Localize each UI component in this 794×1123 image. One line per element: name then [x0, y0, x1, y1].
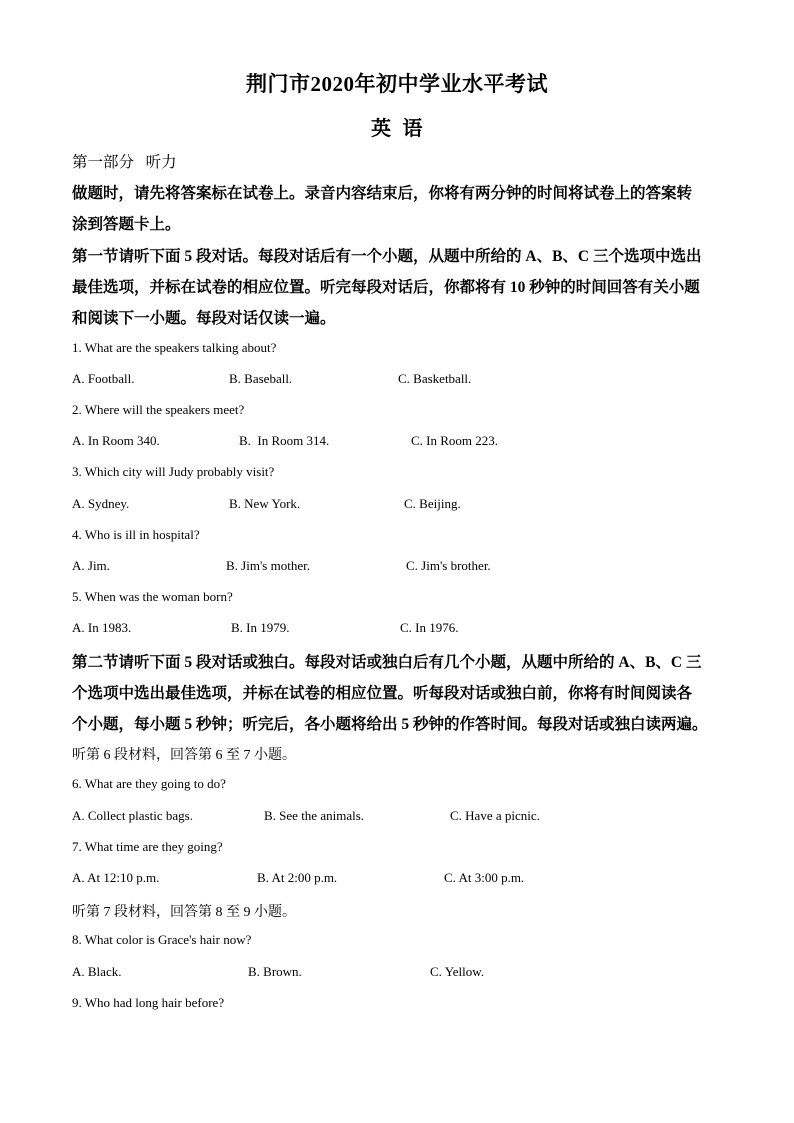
question-8: 8. What color is Grace's hair now?	[72, 932, 252, 947]
q2-option-c: C. In Room 223.	[411, 433, 499, 448]
q8-option-a: A. Black.	[72, 964, 122, 979]
section1-instruction-line: 第一节请听下面 5 段对话。每段对话后有一个小题，从题中所给的 A、B、C 三个选项中选出	[72, 248, 702, 265]
q1-option-b: B. Baseball.	[229, 371, 293, 386]
q2-option-a: A. In Room 340.	[72, 433, 160, 448]
q5-option-b: B. In 1979.	[231, 620, 290, 635]
section1-instruction-line: 和阅读下一小题。每段对话仅读一遍。	[72, 310, 336, 327]
q2-option-b: B. In Room 314.	[239, 433, 330, 448]
question-3: 3. Which city will Judy probably visit?	[72, 464, 275, 479]
q5-option-c: C. In 1976.	[400, 620, 459, 635]
part1-instruction-line: 做题时，请先将答案标在试卷上。录音内容结束后，你将有两分钟的时间将试卷上的答案转	[72, 185, 693, 202]
q7-option-c: C. At 3:00 p.m.	[444, 870, 525, 885]
subject-title: 英 语	[371, 118, 423, 140]
q8-option-c: C. Yellow.	[430, 964, 485, 979]
q4-option-c: C. Jim's brother.	[406, 558, 491, 573]
question-7: 7. What time are they going?	[72, 839, 223, 854]
q5-option-a: A. In 1983.	[72, 620, 132, 635]
question-9: 9. Who had long hair before?	[72, 995, 225, 1010]
exam-title: 荆门市2020年初中学业水平考试	[246, 72, 548, 96]
q6-option-a: A. Collect plastic bags.	[72, 808, 193, 823]
section2-instruction-line: 第二节请听下面 5 段对话或独白。每段对话或独白后有几个小题，从题中所给的 A、B、C 三	[72, 654, 702, 671]
q6-option-c: C. Have a picnic.	[450, 808, 540, 823]
section2-instruction-line: 个选项中选出最佳选项，并标在试卷的相应位置。听每段对话或独白前，你将有时间阅读各	[72, 685, 693, 702]
q4-option-b: B. Jim's mother.	[226, 558, 310, 573]
part1-instruction-line: 涂到答题卡上。	[72, 216, 181, 233]
part1-heading: 第一部分 听力	[72, 154, 177, 171]
q7-option-a: A. At 12:10 p.m.	[72, 870, 160, 885]
q3-option-c: C. Beijing.	[404, 496, 461, 511]
q1-option-a: A. Football.	[72, 371, 135, 386]
question-2: 2. Where will the speakers meet?	[72, 402, 245, 417]
section1-instruction-line: 最佳选项，并标在试卷的相应位置。听完每段对话后，你都将有 10 秒钟的时间回答有关小题	[72, 279, 700, 296]
q4-option-a: A. Jim.	[72, 558, 110, 573]
question-1: 1. What are the speakers talking about?	[72, 340, 277, 355]
material-6-heading: 听第 6 段材料，回答第 6 至 7 小题。	[72, 748, 296, 763]
question-4: 4. Who is ill in hospital?	[72, 527, 200, 542]
q7-option-b: B. At 2:00 p.m.	[257, 870, 338, 885]
q6-option-b: B. See the animals.	[264, 808, 365, 823]
section2-instruction-line: 个小题，每小题 5 秒钟；听完后，各小题将给出 5 秒钟的作答时间。每段对话或独白读两遍。	[72, 716, 708, 733]
q3-option-a: A. Sydney.	[72, 496, 130, 511]
question-6: 6. What are they going to do?	[72, 776, 226, 791]
q3-option-b: B. New York.	[229, 496, 301, 511]
q8-option-b: B. Brown.	[248, 964, 302, 979]
material-7-heading: 听第 7 段材料，回答第 8 至 9 小题。	[72, 905, 296, 920]
q1-option-c: C. Basketball.	[398, 371, 472, 386]
question-5: 5. When was the woman born?	[72, 589, 233, 604]
